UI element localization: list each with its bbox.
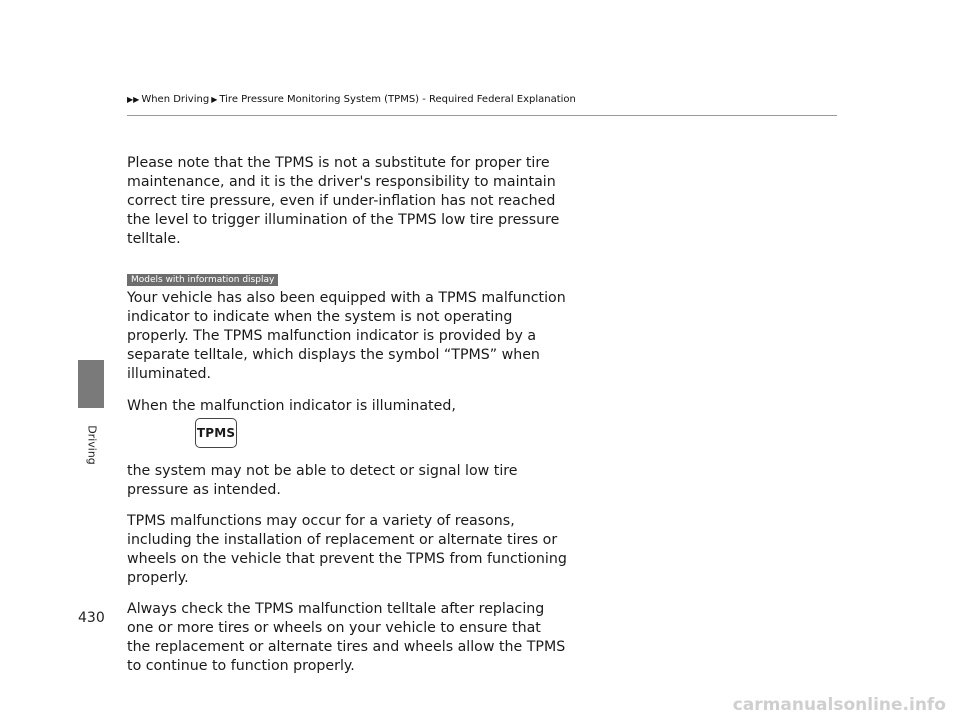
breadcrumb-topic[interactable]: Tire Pressure Monitoring System (TPMS) - Required Federal Explanation xyxy=(219,94,576,105)
section-tab xyxy=(78,360,104,408)
model-tag xyxy=(127,269,567,289)
section-label xyxy=(82,425,102,465)
page-number: 430 xyxy=(78,610,105,626)
main-content xyxy=(127,154,567,676)
header-divider xyxy=(127,115,837,116)
breadcrumb-arrow-icon: ▶▶ xyxy=(127,95,140,104)
paragraph-substitute-note: Please note that the TPMS is not a substitute for proper tire maintenance, and it is the driver's responsibility to maintain correct tire pressure, even if under-inflation has not reached the level to trigger illumination of the TPMS low tire pressure telltale. xyxy=(127,155,560,247)
model-tag-label: Models with information display xyxy=(127,274,278,286)
paragraph-when-illuminated: When the malfunction indicator is illuminated, xyxy=(127,398,456,414)
paragraph-detection: the system may not be able to detect or signal low tire pressure as intended. xyxy=(127,463,518,498)
breadcrumb-arrow-icon: ▶ xyxy=(211,95,218,104)
tpms-indicator-icon xyxy=(195,418,237,448)
paragraph-malfunction-reasons: TPMS malfunctions may occur for a variety of reasons, including the installation of replacement or alternate tires or wheels on the vehicle that prevent the TPMS from functioning properly. xyxy=(127,513,567,586)
breadcrumb-section[interactable]: When Driving xyxy=(141,94,210,105)
tpms-indicator-text: TPMS xyxy=(196,425,236,440)
indicator-row xyxy=(127,418,567,458)
watermark: carmanualsonline.info xyxy=(732,695,946,715)
paragraph-malfunction-indicator: Your vehicle has also been equipped with a TPMS malfunction indicator to indicate when the system is not operating properly. The TPMS malfunction indicator is provided by a separate telltale, which displays the symbol “TPMS” when illuminated. xyxy=(127,290,566,382)
section-label-text: Driving xyxy=(85,425,99,465)
breadcrumb xyxy=(127,94,576,105)
paragraph-always-check: Always check the TPMS malfunction telltale after replacing one or more tires or wheels on your vehicle to ensure that the replacement or alternate tires and wheels allow the TPMS to continue to function properly. xyxy=(127,601,566,674)
